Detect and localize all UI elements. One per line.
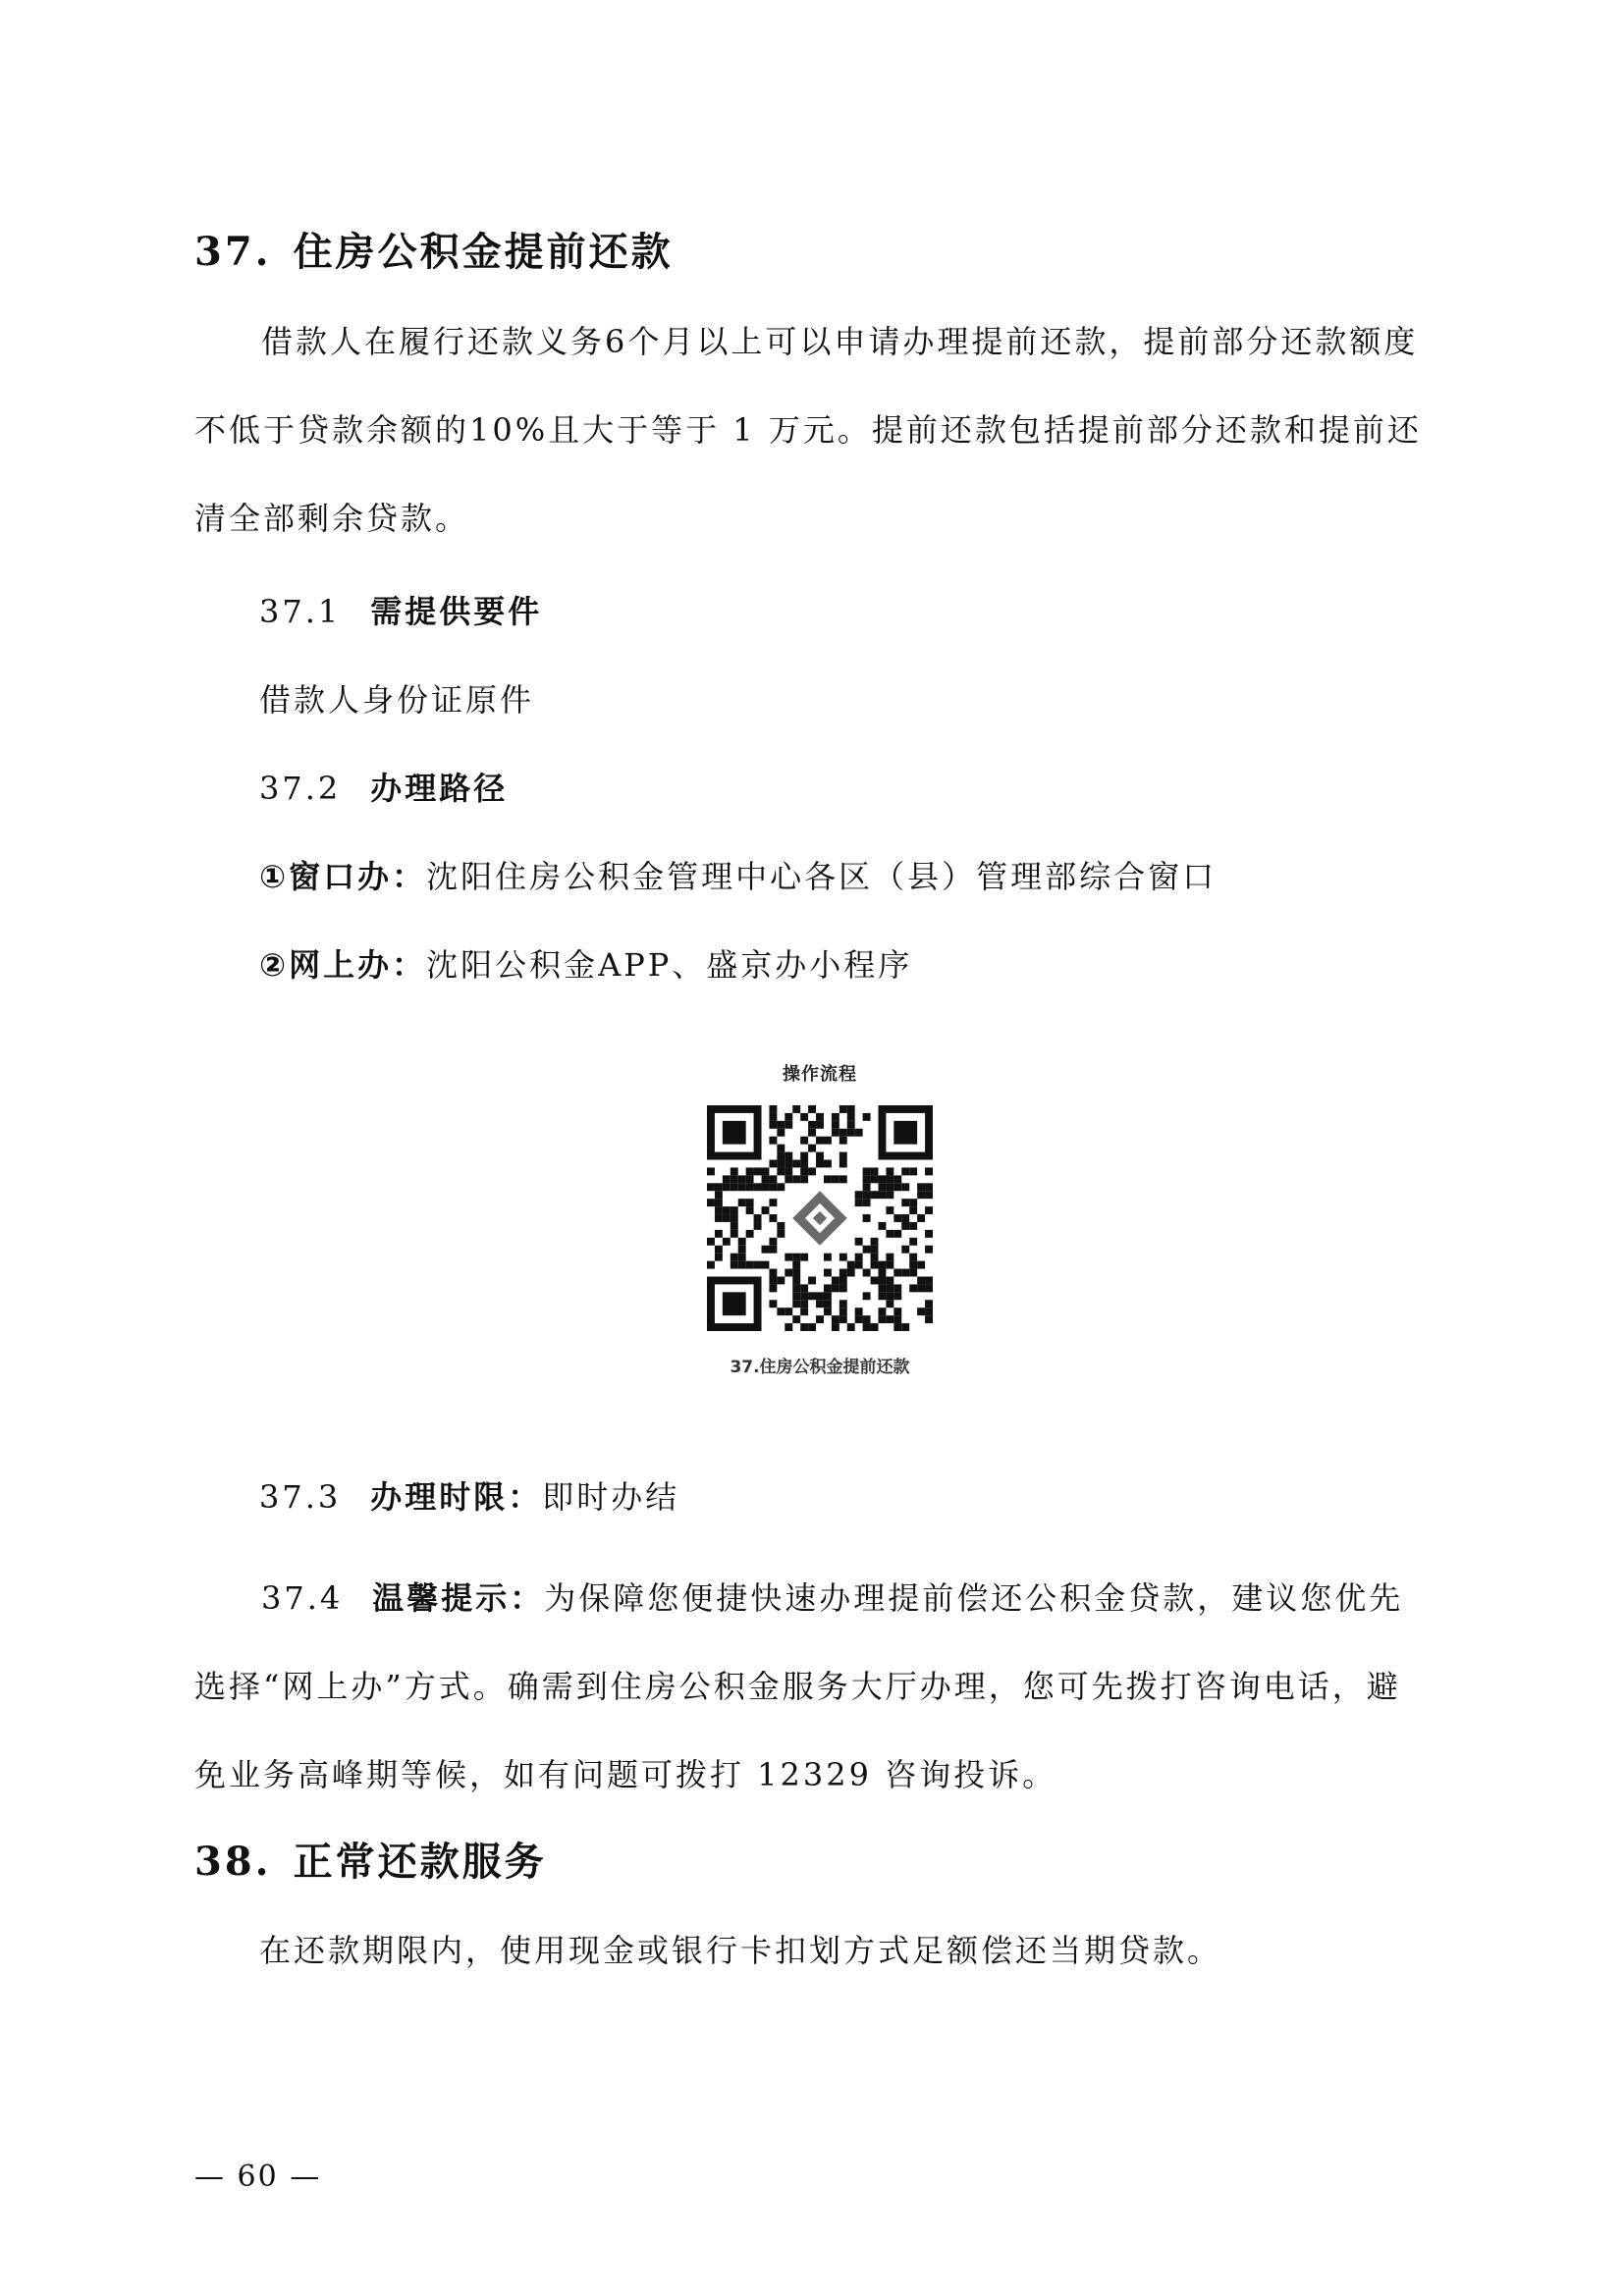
section-38-intro: 在还款期限内，使用现金或银行卡扣划方式足额偿还当期贷款。 [259,1932,1222,1969]
online-path-text: 沈阳公积金APP、盛京办小程序 [426,946,913,984]
subsection-number: 37.2 [259,770,342,807]
qr-title: 操作流程 [783,1064,857,1085]
tips-text: 为保障您便捷快速办理提前偿还公积金贷款，建议您优先选择“网上办”方式。确需到住房公积金服务大厅办理，您可先拨打咨询电话，避免业务高峰期等候，如有问题可拨打 12329 咨询投诉。 [194,1579,1404,1793]
subsection-37-3-line [259,1472,679,1518]
online-path-label: ②网上办： [259,946,427,984]
section-heading-38 [194,1831,547,1887]
section-heading-37 [194,221,674,277]
window-path-label: ①窗口办： [259,858,427,895]
subsection-number: 37.1 [259,593,342,630]
subsection-title: 需提供要件 [370,593,543,630]
subsection-title: 办理路径 [370,770,509,807]
tips-label: 温馨提示： [372,1579,545,1617]
section-title: 正常还款服务 [293,1840,547,1885]
section-title: 住房公积金提前还款 [293,230,674,275]
online-path-line [259,940,912,986]
subsection-heading-37-1 [259,587,542,632]
subsection-number: 37.4 [261,1579,344,1617]
required-documents-text: 借款人身份证原件 [259,681,535,719]
subsection-number: 37.3 [259,1478,342,1516]
section-number: 38. [194,1839,272,1885]
qr-caption: 37.住房公积金提前还款 [730,1358,910,1377]
qr-code-block [687,1060,952,1394]
window-path-text: 沈阳住房公积金管理中心各区（县）管理部综合窗口 [426,858,1218,895]
section-number: 37. [194,229,272,275]
window-path-line [259,852,1217,897]
subsection-37-4-paragraph [194,1554,1432,1819]
processing-time-text: 即时办结 [542,1478,680,1516]
subsection-heading-37-2 [259,764,508,809]
processing-time-label: 办理时限： [370,1478,543,1516]
qr-code-image [707,1105,933,1331]
page-number: — 60 — [194,2160,322,2194]
section-intro-paragraph: 借款人在履行还款义务6个月以上可以申请办理提前还款，提前部分还款额度不低于贷款余额的10%且大于等于 1 万元。提前还款包括提前部分还款和提前还清全部剩余贷款。 [194,323,1422,537]
